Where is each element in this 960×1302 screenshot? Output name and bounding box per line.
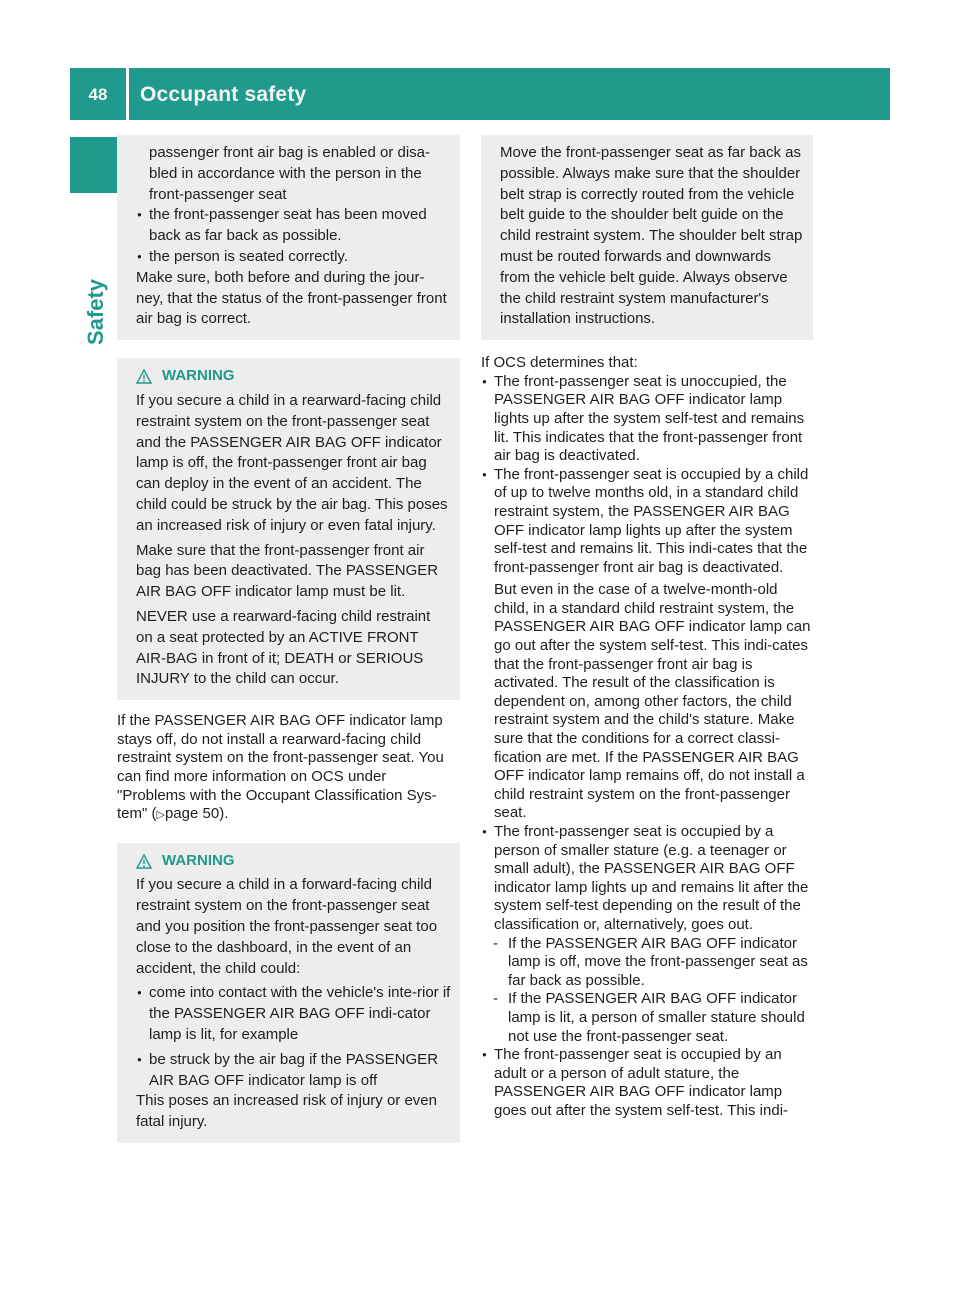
body-paragraph (117, 712, 460, 825)
warning-triangle-icon (136, 854, 152, 869)
bullet-item: ● the front-passenger seat has been moved back as far back as possible. (136, 205, 451, 247)
box-continuation: passenger front air bag is enabled or disa-bled in accordance with the person in the front-passenger seat (149, 144, 431, 203)
page-number: 48 (88, 85, 108, 104)
warning-box (117, 843, 460, 1143)
warning-heading (136, 851, 451, 872)
page-reference-link[interactable]: page 50 (164, 805, 220, 823)
bullet-item: ● The front-passenger seat is occupied by a child of up to twelve months old, in a standard child restraint system, the PASSENGER AIR BAG OFF indicator lamp lights up after the system self-test and remains lit. This indi-cates that the front-passenger front air bag is deactivated. (481, 466, 813, 578)
bullet-item: ● come into contact with the vehicle's inte-rior if the PASSENGER AIR BAG OFF indi-cator lamp is lit, for example (136, 983, 451, 1045)
body-text-tail: ). (219, 805, 229, 823)
warning-title: WARNING (162, 367, 235, 385)
header-divider (126, 68, 129, 120)
body-text: If the PASSENGER AIR BAG OFF indicator lamp stays off, do not install a rearward-facing child restraint system on the front-passenger seat. You can find more information on OCS under "Problems with the Occupant Classification Sys-tem" ( (117, 712, 444, 823)
right-column (481, 143, 813, 1121)
warning-paragraph: If you secure a child in a rearward-facing child restraint system on the front-passenger seat and the PASSENGER AIR BAG OFF indicator lamp is off, the front-passenger front air bag can deploy in the event of an accident. The child could be struck by the air bag. This poses an increased risk of injury or even fatal injury. (136, 391, 448, 534)
info-box (117, 135, 460, 340)
warning-heading (136, 366, 451, 387)
bullet-item: ● the person is seated correctly. (136, 247, 451, 268)
bullet-item: ● The front-passenger seat is occupied by a person of smaller stature (e.g. a teenager or small adult), the PASSENGER AIR BAG OFF indicator lamp lights up and remains lit after the system self-test depending on the result of the classification or, alternatively, goes out. (481, 823, 813, 935)
bullet-item: ● The front-passenger seat is occupied by an adult or a person of adult stature, the PASSENGER AIR BAG OFF indicator lamp goes out after the system self-test. This indi- (481, 1046, 813, 1120)
warning-paragraph: This poses an increased risk of injury or even fatal injury. (136, 1092, 437, 1131)
side-tab-label: Safety (83, 278, 108, 345)
warning-paragraph: If you secure a child in a forward-facing child restraint system on the front-passenger seat and you position the front-passenger seat too close to the dashboard, in the event of an accident, the child could: (136, 876, 438, 977)
page-header (70, 68, 890, 120)
warning-paragraph: Make sure that the front-passenger front air bag has been deactivated. The PASSENGER AIR BAG OFF indicator lamp must be lit. (136, 541, 439, 601)
dash-item: - If the PASSENGER AIR BAG OFF indicator lamp is off, move the front-passenger seat as far back as possible. (481, 935, 813, 991)
page-ref-arrow-icon: ▷ (156, 809, 165, 822)
section-title: Occupant safety (140, 83, 307, 106)
warning-paragraph: NEVER use a rearward-facing child restraint on a seat protected by an ACTIVE FRONT AIR-BAG in front of it; DEATH or SERIOUS INJURY to the child can occur. (136, 607, 431, 688)
dash-item: - If the PASSENGER AIR BAG OFF indicator lamp is lit, a person of smaller stature should not use the front-passenger seat. (481, 990, 813, 1046)
box-paragraph: Move the front-passenger seat as far back as possible. Always make sure that the shoulder belt strap is correctly routed from the vehicle belt guide to the shoulder belt guide on the child restraint system. The shoulder belt strap must be routed forwards and downwards from the vehicle belt guide. Always observe the child restraint system manufacturer's installation instructions. (500, 144, 803, 328)
box-paragraph: Make sure, both before and during the jour-ney, that the status of the front-passenger front air bag is correct. (136, 268, 447, 328)
warning-triangle-icon (136, 369, 152, 384)
warning-box (117, 358, 460, 700)
left-column (117, 143, 460, 1143)
info-box (481, 135, 813, 340)
bullet-item: ● The front-passenger seat is unoccupied, the PASSENGER AIR BAG OFF indicator lamp lights up after the system self-test and remains lit. This indicates that the front-passenger front air bag is deactivated. (481, 373, 813, 466)
intro-text: If OCS determines that: (481, 354, 638, 372)
bullet-item: ● be struck by the air bag if the PASSENGER AIR BAG OFF indicator lamp is off (136, 1050, 451, 1092)
warning-title: WARNING (162, 851, 235, 869)
bullet-continuation: But even in the case of a twelve-month-old child, in a standard child restraint system, the PASSENGER AIR BAG OFF indicator lamp can go out after the system self-test. This indi-cates that the front-passenger front air bag is activated. The result of the classification is dependent on, among other factors, the child restraint system and the child's stature. Make sure that the conditions for a correct classi-fication are met. If the PASSENGER AIR BAG OFF indicator lamp remains off, do not install a child restraint system on the front-passenger seat. (494, 581, 811, 822)
